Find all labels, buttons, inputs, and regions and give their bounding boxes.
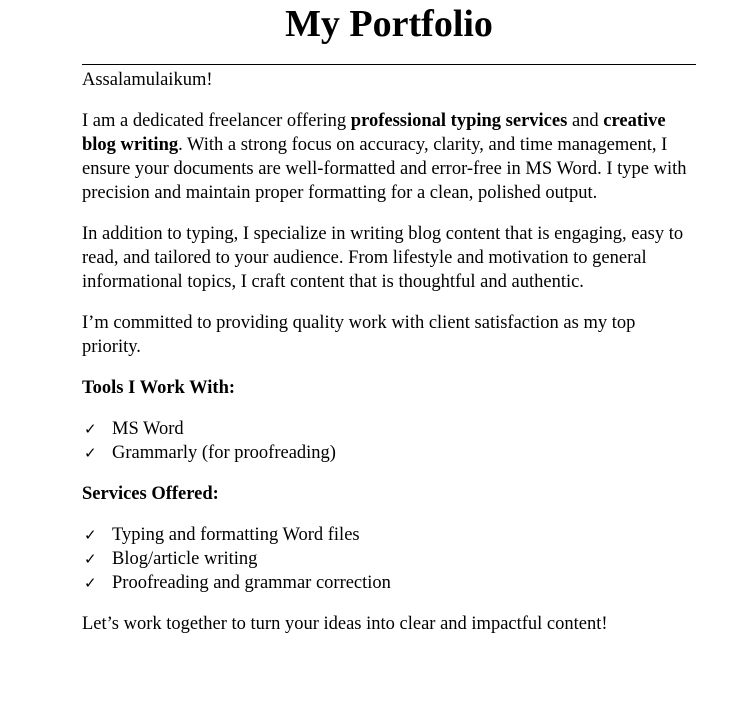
- list-item: [82, 523, 698, 547]
- closing-paragraph: Let’s work together to turn your ideas into clear and impactful content!: [82, 614, 608, 634]
- list-item: [82, 571, 698, 595]
- intro-text-3: . With a strong focus on accuracy, clarity, and time management, I ensure your documents are well-formatted and error-free in MS Word. I type with precision and maintain proper formatting for a clean, polished output.: [82, 135, 687, 203]
- checkmark-icon: ✓: [84, 444, 97, 462]
- service-item-label: Typing and formatting Word files: [112, 525, 360, 545]
- document-body: [82, 68, 698, 653]
- intro-bold-typing: professional typing services: [350, 111, 568, 131]
- intro-paragraph: [82, 109, 698, 205]
- list-item: [82, 547, 698, 571]
- intro-bold-blog: creative blog writing: [82, 111, 666, 155]
- checkmark-icon: ✓: [84, 550, 97, 568]
- tool-item-label: MS Word: [112, 419, 184, 439]
- title-underline: [82, 64, 696, 65]
- tools-list: [82, 417, 698, 465]
- checkmark-icon: ✓: [84, 526, 97, 544]
- service-item-label: Blog/article writing: [112, 549, 258, 569]
- intro-text-2: and: [567, 111, 604, 131]
- commitment-paragraph: I’m committed to providing quality work with client satisfaction as my top priority.: [82, 313, 636, 357]
- checkmark-icon: ✓: [84, 574, 97, 592]
- tool-item-label: Grammarly (for proofreading): [112, 443, 336, 463]
- services-heading: Services Offered:: [82, 484, 219, 504]
- intro-text-1: I am a dedicated freelancer offering: [82, 111, 351, 131]
- services-list: [82, 523, 698, 595]
- list-item: [82, 417, 698, 441]
- greeting-text: Assalamulaikum!: [82, 70, 213, 90]
- service-item-label: Proofreading and grammar correction: [112, 573, 391, 593]
- tools-heading: Tools I Work With:: [82, 378, 236, 398]
- page-title: My Portfolio: [285, 3, 493, 45]
- blog-paragraph: In addition to typing, I specialize in writing blog content that is engaging, easy to read, and tailored to your audience. From lifestyle and motivation to general informational topics, I craft content that is thoughtful and authentic.: [82, 224, 684, 292]
- checkmark-icon: ✓: [84, 420, 97, 438]
- list-item: [82, 441, 698, 465]
